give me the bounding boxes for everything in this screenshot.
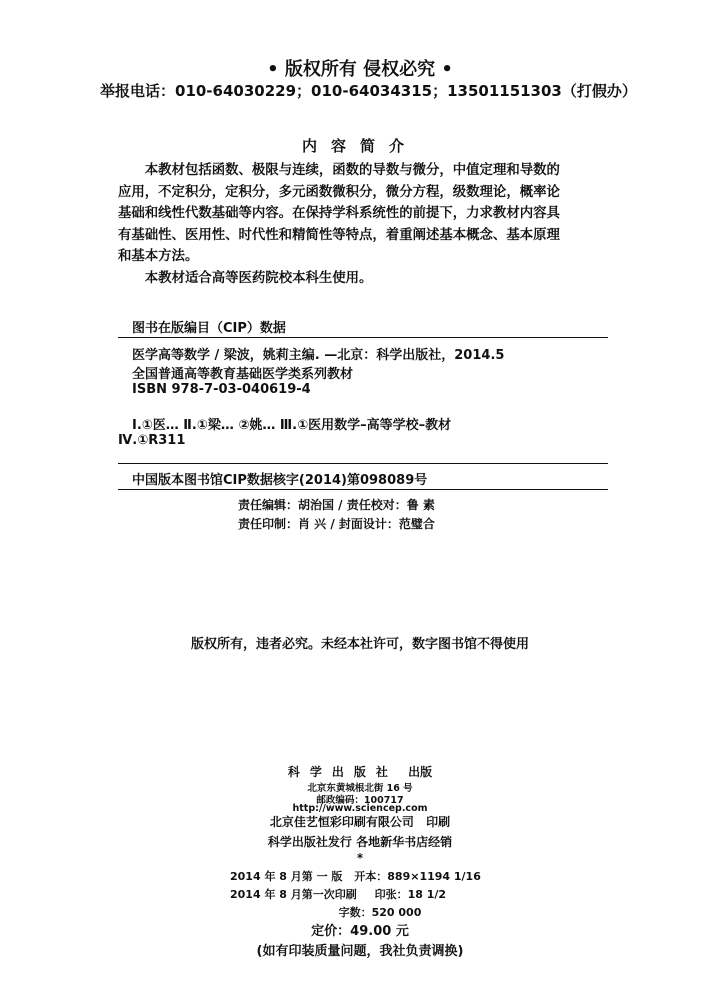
printing-date: 2014 年 8 月第一次印刷 bbox=[230, 888, 357, 901]
cip-record bbox=[118, 337, 608, 464]
publish-verb: 出版 bbox=[408, 765, 433, 779]
cip-isbn-line: ISBN 978-7-03-040619-4 bbox=[132, 382, 311, 397]
copyright-title: • 版权所有 侵权必究 • bbox=[267, 59, 453, 80]
cip-title-line: 医学高等数学 / 梁波，姚莉主编. —北京：科学出版社，2014.5 bbox=[132, 348, 505, 363]
price-row bbox=[0, 920, 720, 939]
sheet-count: 印张：18 1/2 bbox=[374, 888, 447, 901]
intro-line: 应用，不定积分，定积分，多元函数微积分，微分方程，级数理论，概率论 bbox=[118, 184, 560, 200]
price-value: 49.00 元 bbox=[350, 924, 409, 939]
cip-subject-line: Ⅰ.①医… Ⅱ.①梁… ②姚… Ⅲ.①医用数学–高等学校–教材 bbox=[132, 418, 452, 433]
staff-line-editors: 责任编辑：胡治国 / 责任校对：鲁 素 bbox=[238, 498, 435, 512]
publisher-address: 北京东黄城根北街 16 号 bbox=[307, 783, 413, 794]
print-verb: 印刷 bbox=[426, 815, 451, 829]
cip-verification: 中国版本图书馆CIP数据核字(2014)第098089号 bbox=[132, 473, 428, 488]
publisher-name: 科学出版社 bbox=[287, 765, 398, 779]
intro-line: 本教材包括函数、极限与连续，函数的导数与微分，中值定理和导数的 bbox=[144, 163, 560, 178]
publisher-postcode: 邮政编码：100717 bbox=[316, 795, 404, 806]
intro-line: 有基础性、医用性、时代性和精简性等特点，着重阐述基本概念、基本原理 bbox=[118, 227, 560, 243]
cip-heading: 图书在版编目（CIP）数据 bbox=[132, 321, 286, 336]
page-format: 开本：889×1194 1/16 bbox=[354, 870, 481, 883]
distribution-line: 科学出版社发行 各地新华书店经销 bbox=[267, 835, 453, 849]
cip-verify-block bbox=[118, 463, 608, 490]
intro-body bbox=[118, 160, 618, 290]
publisher-row bbox=[0, 763, 720, 780]
publisher-website: http://www.sciencep.com bbox=[292, 803, 428, 814]
cip-series-line: 全国普通高等教育基础医学类系列教材 bbox=[132, 367, 354, 382]
intro-heading: 内容简介 bbox=[301, 137, 418, 155]
cip-classification-line: Ⅳ.①R311 bbox=[118, 433, 186, 448]
separator-star: * bbox=[356, 851, 364, 865]
printing-row bbox=[230, 886, 446, 902]
price-label: 定价： bbox=[311, 924, 351, 939]
printer-name: 北京佳艺恒彩印刷有限公司 bbox=[269, 815, 414, 829]
report-hotline: 举报电话：010-64030229；010-64034315；13501151303（打假办） bbox=[100, 82, 637, 100]
cip-bottom-rule bbox=[118, 489, 608, 491]
intro-line: 基础和线性代数基础等内容。在保持学科系统性的前提下，力求教材内容具 bbox=[118, 206, 560, 222]
intro-paragraph-1 bbox=[118, 160, 618, 268]
intro-line: 和基本方法。 bbox=[118, 249, 199, 265]
intro-line: 本教材适合高等医药院校本科生使用。 bbox=[144, 270, 373, 286]
edition-row bbox=[230, 868, 481, 884]
printer-row bbox=[0, 813, 720, 830]
edition-date: 2014 年 8 月第 一 版 bbox=[230, 870, 343, 883]
intro-paragraph-2 bbox=[118, 268, 618, 290]
word-count: 字数：520 000 bbox=[338, 906, 422, 919]
rights-notice: 版权所有，违者必究。未经本社许可，数字图书馆不得使用 bbox=[190, 637, 529, 652]
quality-guarantee: (如有印装质量问题，我社负责调换) bbox=[256, 944, 464, 959]
staff-line-production: 责任印制：肖 兴 / 封面设计：范璧合 bbox=[238, 517, 435, 531]
